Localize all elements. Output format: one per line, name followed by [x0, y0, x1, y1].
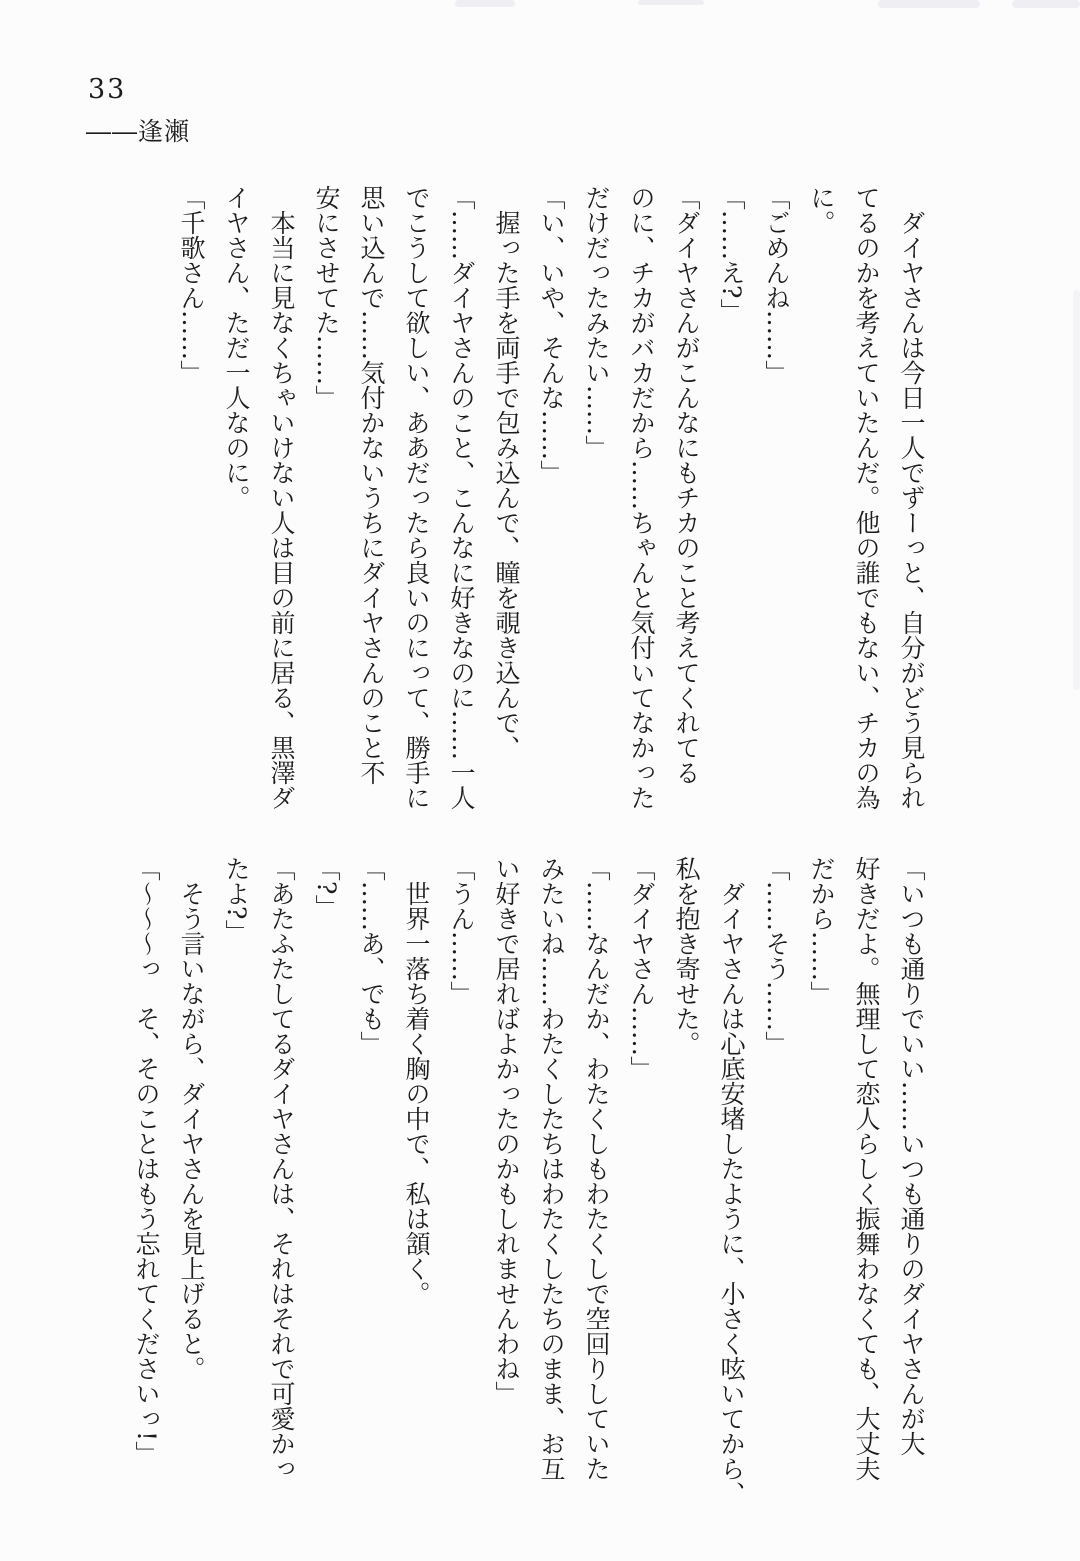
text-column: 握った手を両手で包み込んで、瞳を覗き込んで、 — [492, 185, 521, 760]
text-column: たよ?」 — [222, 856, 251, 945]
text-column: でこうして欲しい、ああだったら良いのにって、勝手に — [402, 185, 431, 810]
text-column: てるのかを考えていたんだ。他の誰でもない、チカの為 — [852, 185, 881, 810]
text-column: 「あたふたしてるダイヤさんは、それはそれで可愛かっ — [267, 856, 296, 1481]
text-column: 「いつも通りでいい……いつも通りのダイヤさんが大 — [897, 856, 926, 1456]
text-column: みたいね……わたくしたちはわたくしたちのまま、お互 — [537, 856, 566, 1481]
text-column: 「〜〜〜っ そ、そのことはもう忘れてくださいっ!」 — [132, 856, 161, 1467]
text-column: 世界一落ち着く胸の中で、私は頷く。 — [402, 856, 431, 1306]
scan-artifact — [455, 0, 515, 7]
text-column: 「……ダイヤさんのこと、こんなに好きなのに……一人 — [447, 185, 476, 810]
text-column: 好きだよ。無理して恋人らしく振舞わなくても、大丈夫 — [852, 856, 881, 1481]
scan-artifact — [878, 0, 980, 8]
text-block-bottom — [124, 856, 934, 1524]
text-column: そう言いながら、ダイヤさんを見上げると。 — [177, 856, 206, 1381]
chapter-header: ――逢瀬 — [86, 117, 191, 146]
text-block-top — [169, 185, 934, 849]
text-column: 「ダイヤさんがこんなにもチカのこと考えてくれてる — [672, 185, 701, 785]
text-column: 「うん……」 — [447, 856, 476, 1006]
text-column: 「……そう……」 — [762, 856, 791, 1056]
text-column: 「ダイヤさん……」 — [627, 856, 656, 1081]
scan-artifact — [1073, 290, 1080, 690]
text-column: ダイヤさんは今日一人でずーっと、自分がどう見られ — [897, 185, 926, 810]
text-column: 「……あ、でも」 — [357, 856, 386, 1056]
text-column: 「……え?」 — [717, 185, 746, 324]
text-column: だから……」 — [807, 856, 836, 1006]
text-column: のに、チカがバカだから……ちゃんと気付いてなかった — [627, 185, 656, 810]
text-column: だけだったみたい……」 — [582, 185, 611, 460]
text-column: 「千歌さん……」 — [177, 185, 206, 385]
scan-artifact — [1012, 0, 1080, 8]
text-column: 安にさせてた……」 — [312, 185, 341, 410]
text-column: 「……なんだか、わたくしもわたくしで空回りしていた — [582, 856, 611, 1481]
text-column: 「い、いや、そんな……」 — [537, 185, 566, 485]
text-column: 思い込んで……気付かないうちにダイヤさんのこと不 — [357, 185, 386, 785]
text-column: ダイヤさんは心底安堵したように、小さく呟いてから、 — [717, 856, 746, 1506]
text-column: に。 — [807, 185, 836, 235]
text-column: い好きで居ればよかったのかもしれませんわね」 — [492, 856, 521, 1406]
text-column: 「?」 — [312, 856, 341, 920]
text-column: イヤさん、ただ一人なのに。 — [222, 185, 251, 510]
text-column: 私を抱き寄せた。 — [672, 856, 701, 1056]
page-number: 33 — [88, 74, 127, 105]
text-column: 本当に見なくちゃいけない人は目の前に居る、黒澤ダ — [267, 185, 296, 810]
scan-artifact — [638, 0, 704, 5]
text-column: 「ごめんね……」 — [762, 185, 791, 385]
